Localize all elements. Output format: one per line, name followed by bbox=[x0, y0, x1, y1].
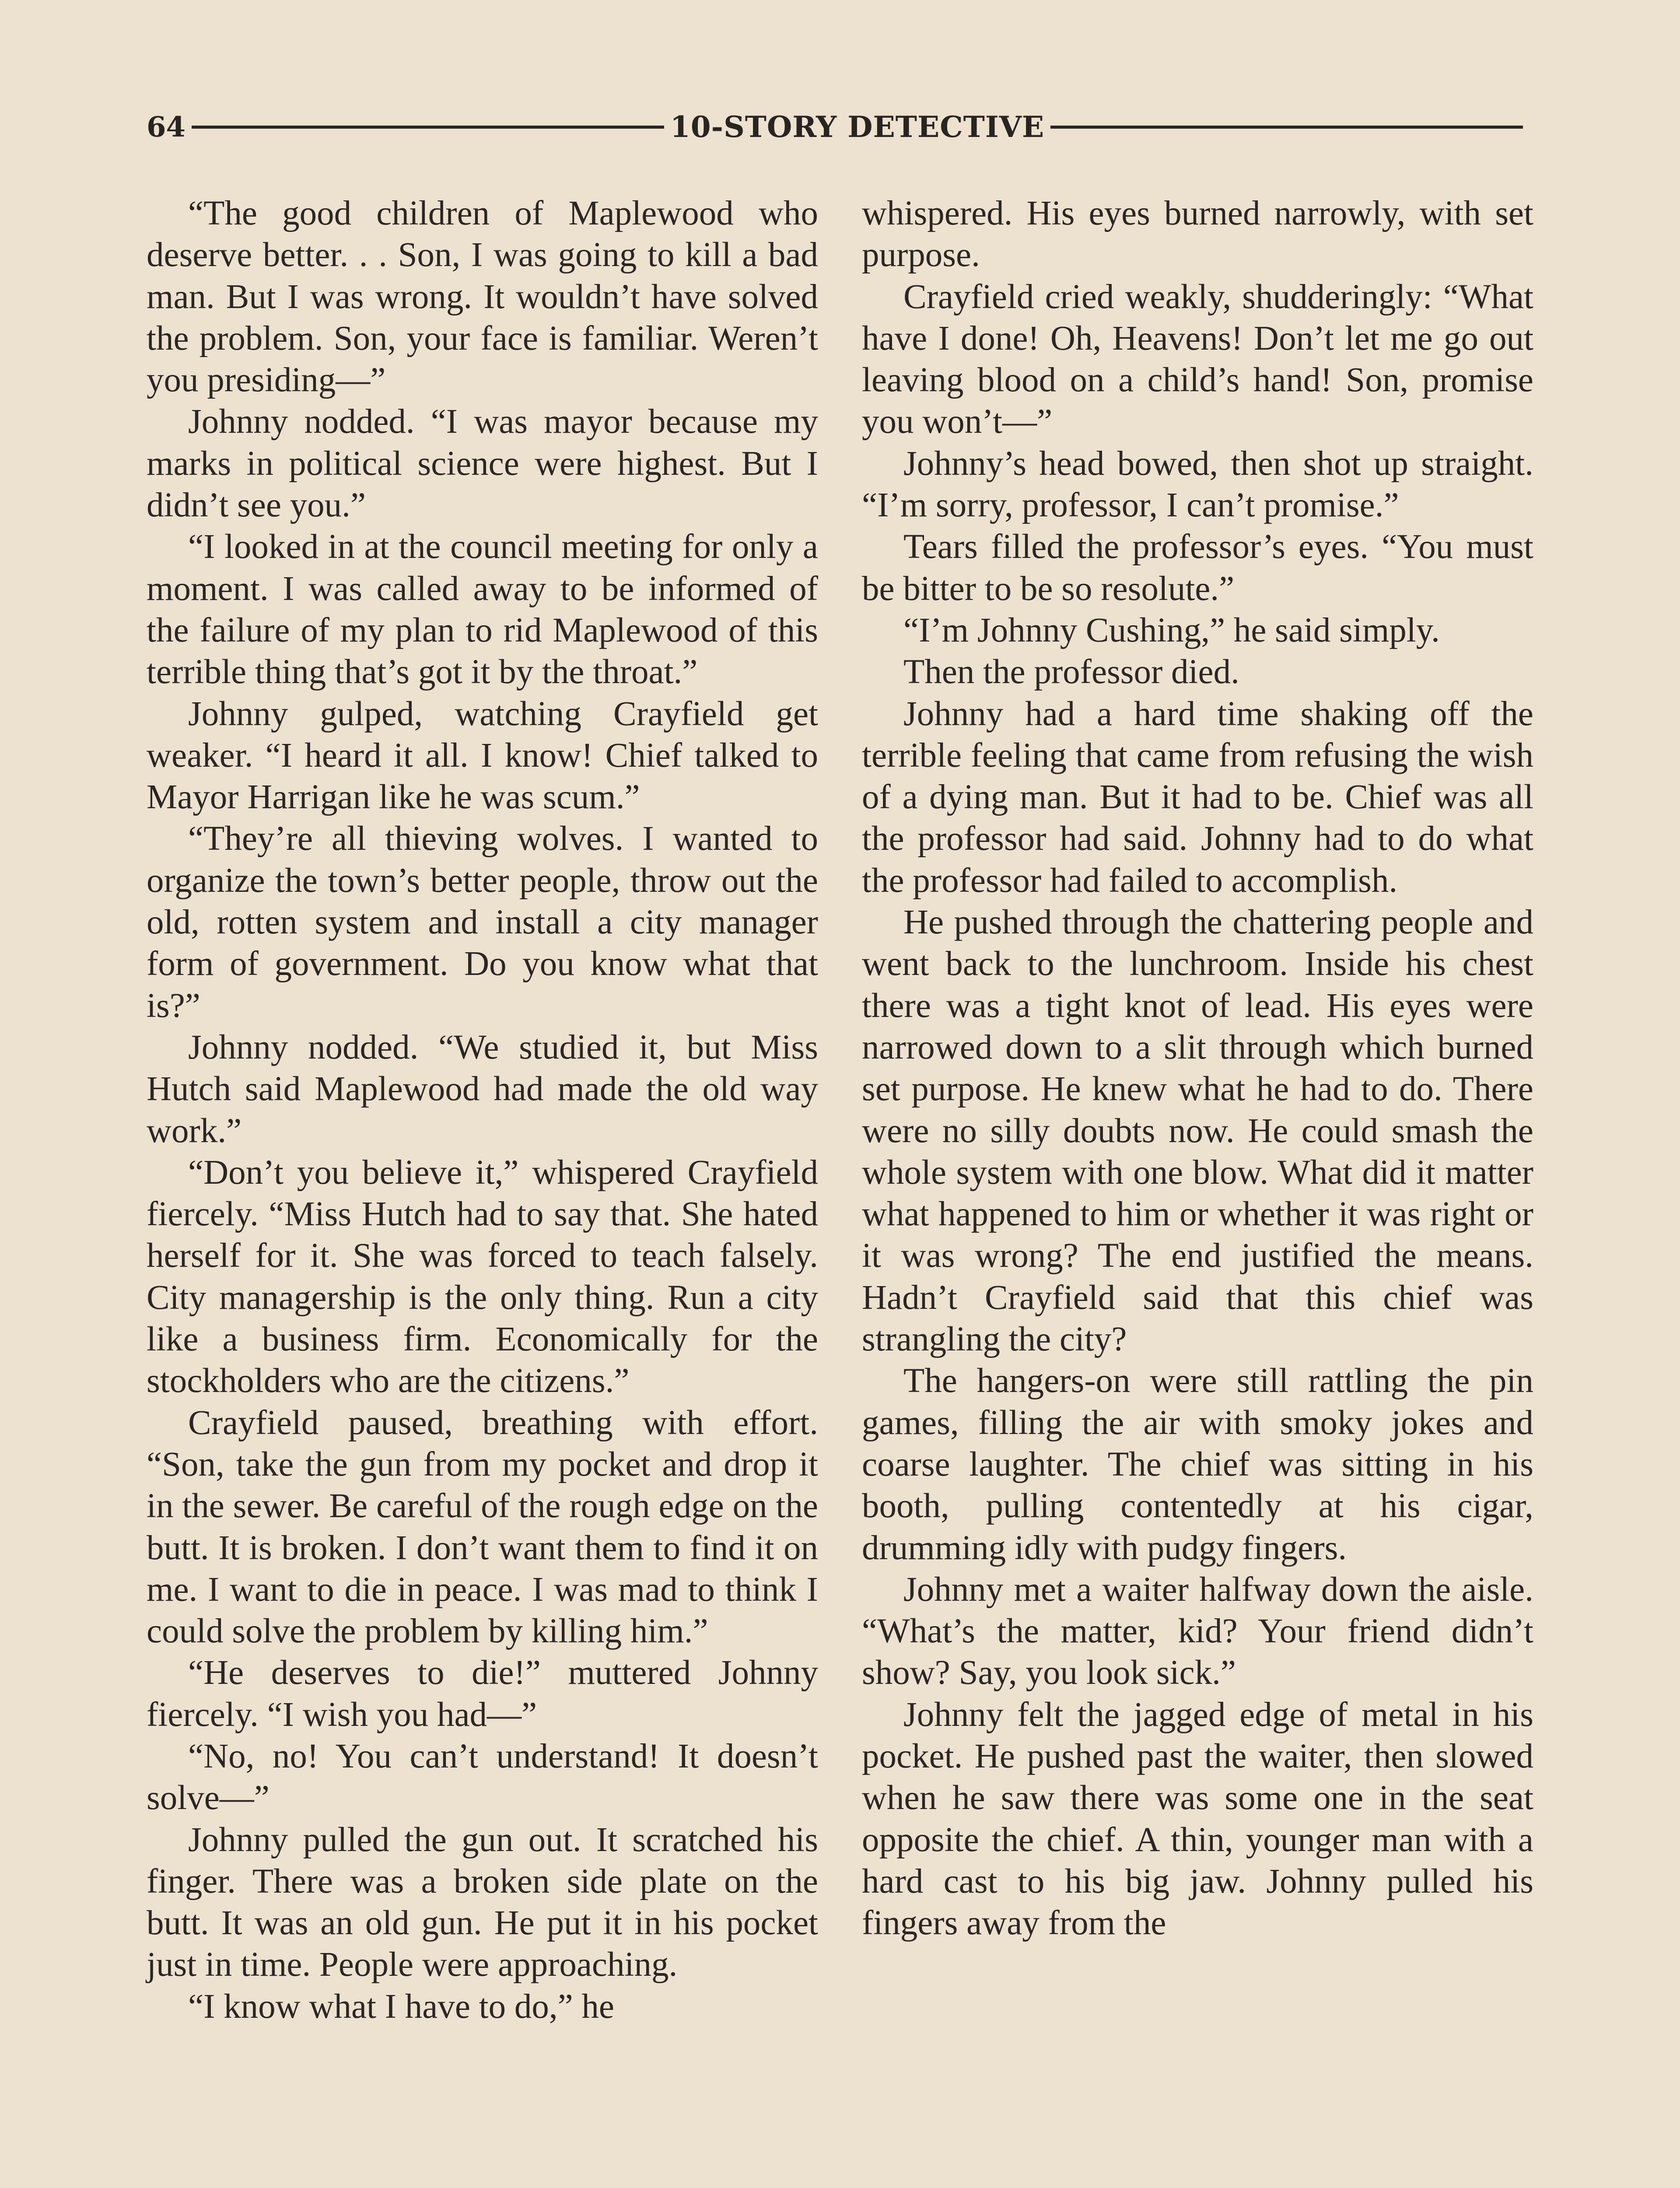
left-column bbox=[147, 193, 818, 2027]
paragraph: Johnny met a waiter halfway down the aisle. “What’s the matter, kid? Your friend didn’t show? Say, you look sick.” bbox=[862, 1570, 1533, 1692]
paragraph: Johnny had a hard time shaking off the terrible feeling that came from refusing the wish of a dying man. But it had to be. Chief was all the professor had said. Johnny had to do what the professor had failed to accomplish. bbox=[862, 694, 1533, 900]
paragraph: Tears filled the professor’s eyes. “You must be bitter to be so resolute.” bbox=[862, 528, 1533, 608]
paragraph: Johnny’s head bowed, then shot up straight. “I’m sorry, professor, I can’t promise.” bbox=[862, 444, 1533, 525]
paragraph: “No, no! You can’t understand! It doesn’t solve—” bbox=[147, 1737, 818, 1817]
paragraph-continuation: whispered. His eyes burned narrowly, with set purpose. bbox=[862, 194, 1533, 274]
paragraph: “Don’t you believe it,” whispered Crayfield fiercely. “Miss Hutch had to say that. She hated herself for it. She was forced to teach falsely. City managership is the only thing. Run a city like a business firm. Economically for the stockholders who are the citizens.” bbox=[147, 1153, 818, 1400]
page-number: 64 bbox=[147, 110, 186, 144]
paragraph: The hangers-on were still rattling the pin games, filling the air with smoky jokes and coarse laughter. The chief was sitting in his booth, pulling contentedly at his cigar, drumming idly with pudgy fingers. bbox=[862, 1362, 1533, 1567]
paragraph: Johnny pulled the gun out. It scratched his finger. There was a broken side plate on the butt. It was an old gun. He put it in his pocket just in time. People were approaching. bbox=[147, 1820, 818, 1984]
paragraph: Crayfield cried weakly, shudderingly: “What have I done! Oh, Heavens! Don’t let me go out leaving blood on a child’s hand! Son, promise you won’t—” bbox=[862, 277, 1533, 441]
paragraph: “The good children of Maplewood who deserve better. . . Son, I was going to kill a bad man. But I was wrong. It wouldn’t have solved the problem. Son, your face is familiar. Weren’t you presiding—” bbox=[147, 194, 818, 400]
page-header bbox=[147, 101, 1529, 153]
paragraph: “They’re all thieving wolves. I wanted to organize the town’s better people, throw out the old, rotten system and install a city manager form of government. Do you know what that is?” bbox=[147, 820, 818, 1025]
paragraph: Johnny nodded. “We studied it, but Miss Hutch said Maplewood had made the old way work.” bbox=[147, 1028, 818, 1150]
paragraph: Johnny nodded. “I was mayor because my marks in political science were highest. But I didn’t see you.” bbox=[147, 403, 818, 525]
paragraph: “I know what I have to do,” he bbox=[188, 1987, 614, 2026]
header-rule-left bbox=[192, 126, 664, 129]
paragraph: Johnny felt the jagged edge of metal in his pocket. He pushed past the waiter, then slowed when he saw there was some one in the seat opposite the chief. A thin, younger man with a hard cast to his big jaw. Johnny pulled his fingers away from the bbox=[862, 1695, 1533, 1943]
paragraph: Johnny gulped, watching Crayfield get weaker. “I heard it all. I know! Chief talked to Mayor Harrigan like he was scum.” bbox=[147, 694, 818, 817]
paragraph: He pushed through the chattering people and went back to the lunchroom. Inside his chest there was a tight knot of lead. His eyes were narrowed down to a slit through which burned set purpose. He knew what he had to do. There were no silly doubts now. He could smash the whole system with one blow. What did it matter what happened to him or whether it was right or it was wrong? The end justified the means. Hadn’t Crayfield said that this chief was strangling the city? bbox=[862, 903, 1533, 1359]
paragraph: “I looked in at the council meeting for only a moment. I was called away to be informed of the failure of my plan to rid Maplewood of this terrible thing that’s got it by the throat.” bbox=[147, 528, 818, 691]
paragraph: Then the professor died. bbox=[903, 653, 1239, 691]
paragraph: “He deserves to die!” muttered Johnny fiercely. “I wish you had—” bbox=[147, 1654, 818, 1734]
right-column bbox=[862, 193, 1533, 1944]
magazine-title: 10-STORY DETECTIVE bbox=[670, 110, 1045, 144]
paragraph: “I’m Johnny Cushing,” he said simply. bbox=[903, 611, 1440, 649]
header-rule-right bbox=[1050, 126, 1523, 129]
paragraph: Crayfield paused, breathing with effort. “Son, take the gun from my pocket and drop it in the sewer. Be careful of the rough edge on the butt. It is broken. I don’t want them to find it on me. I want to die in peace. I was mad to think I could solve the problem by killing him.” bbox=[147, 1403, 818, 1651]
